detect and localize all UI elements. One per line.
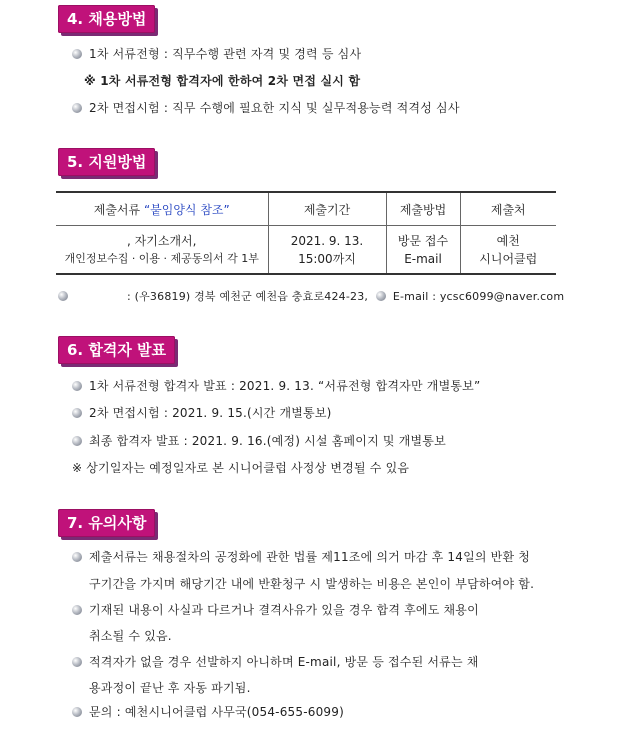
- bullet-icon: [72, 436, 82, 446]
- submission-table: [56, 191, 556, 275]
- cell-period: 2021. 9. 13. 15:00까지: [268, 226, 386, 275]
- section-5-title: 5. 지원방법: [58, 148, 155, 176]
- s6-item-2: 2차 면접시험 : 2021. 9. 15.(시간 개별통보): [72, 404, 332, 421]
- s6-note: ※ 상기일자는 예정일자로 본 시니어클럽 사정상 변경될 수 있음: [72, 461, 410, 475]
- s7-item-3: 적격자가 없을 경우 선발하지 아니하며 E-mail, 방문 등 접수된 서류는 채: [72, 653, 479, 670]
- bullet-icon: [72, 605, 82, 615]
- s7-item-2-cont: 취소될 수 있음.: [89, 629, 172, 643]
- s6-item-1: 1차 서류전형 합격자 발표 : 2021. 9. 13. “서류전형 합격자만 개별통보”: [72, 377, 480, 394]
- bullet-icon: [72, 657, 82, 667]
- cell-documents: , 자기소개서, 개인정보수집 · 이용 · 제공동의서 각 1부: [56, 226, 268, 275]
- header-period: 제출기간: [268, 192, 386, 226]
- cell-place: 예천 시니어클럽: [460, 226, 556, 275]
- s4-item-1: 1차 서류전형 : 직무수행 관련 자격 및 경력 등 심사: [72, 45, 361, 62]
- header-place: 제출처: [460, 192, 556, 226]
- s4-item-2: 2차 면접시험 : 직무 수행에 필요한 지식 및 실무적용능력 적격성 심사: [72, 99, 460, 116]
- cell-method: 방문 접수 E-mail: [386, 226, 460, 275]
- s7-item-4: 문의 : 예천시니어클럽 사무국(054-655-6099): [72, 703, 344, 720]
- bullet-icon: [72, 103, 82, 113]
- s7-item-2: 기재된 내용이 사실과 다르거나 결격사유가 있을 경우 합격 후에도 채용이: [72, 601, 479, 618]
- s7-item-1-cont: 구기간을 가지며 해당기간 내에 반환청구 시 발생하는 비용은 본인이 부담하여야 함.: [89, 577, 535, 591]
- s7-item-3-cont: 용과정이 끝난 후 자동 파기됨.: [89, 681, 251, 695]
- section-7-title: 7. 유의사항: [58, 509, 155, 537]
- header-method: 제출방법: [386, 192, 460, 226]
- bullet-icon: [72, 381, 82, 391]
- bullet-icon: [72, 707, 82, 717]
- s6-item-3: 최종 합격자 발표 : 2021. 9. 16.(예정) 시설 홈페이지 및 개별통보: [72, 432, 446, 449]
- bullet-icon: [58, 291, 68, 301]
- header-documents: 제출서류 “붙임양식 참조”: [56, 192, 268, 226]
- bullet-icon: [72, 408, 82, 418]
- s5-address-line: [58, 288, 564, 304]
- bullet-icon: [376, 291, 386, 301]
- section-6-title: 6. 합격자 발표: [58, 336, 175, 364]
- s4-note: ※ 1차 서류전형 합격자에 한하여 2차 면접 실시 함: [84, 74, 361, 88]
- address-text: : (우36819) 경북 예천군 예천읍 충효로424-23,: [127, 290, 369, 303]
- section-4-title: 4. 채용방법: [58, 5, 155, 33]
- email-text: E-mail : ycsc6099@naver.com: [392, 290, 565, 303]
- bullet-icon: [72, 49, 82, 59]
- s7-item-1: 제출서류는 채용절차의 공정화에 관한 법률 제11조에 의거 마감 후 14일의 반환 청: [72, 548, 530, 565]
- bullet-icon: [72, 552, 82, 562]
